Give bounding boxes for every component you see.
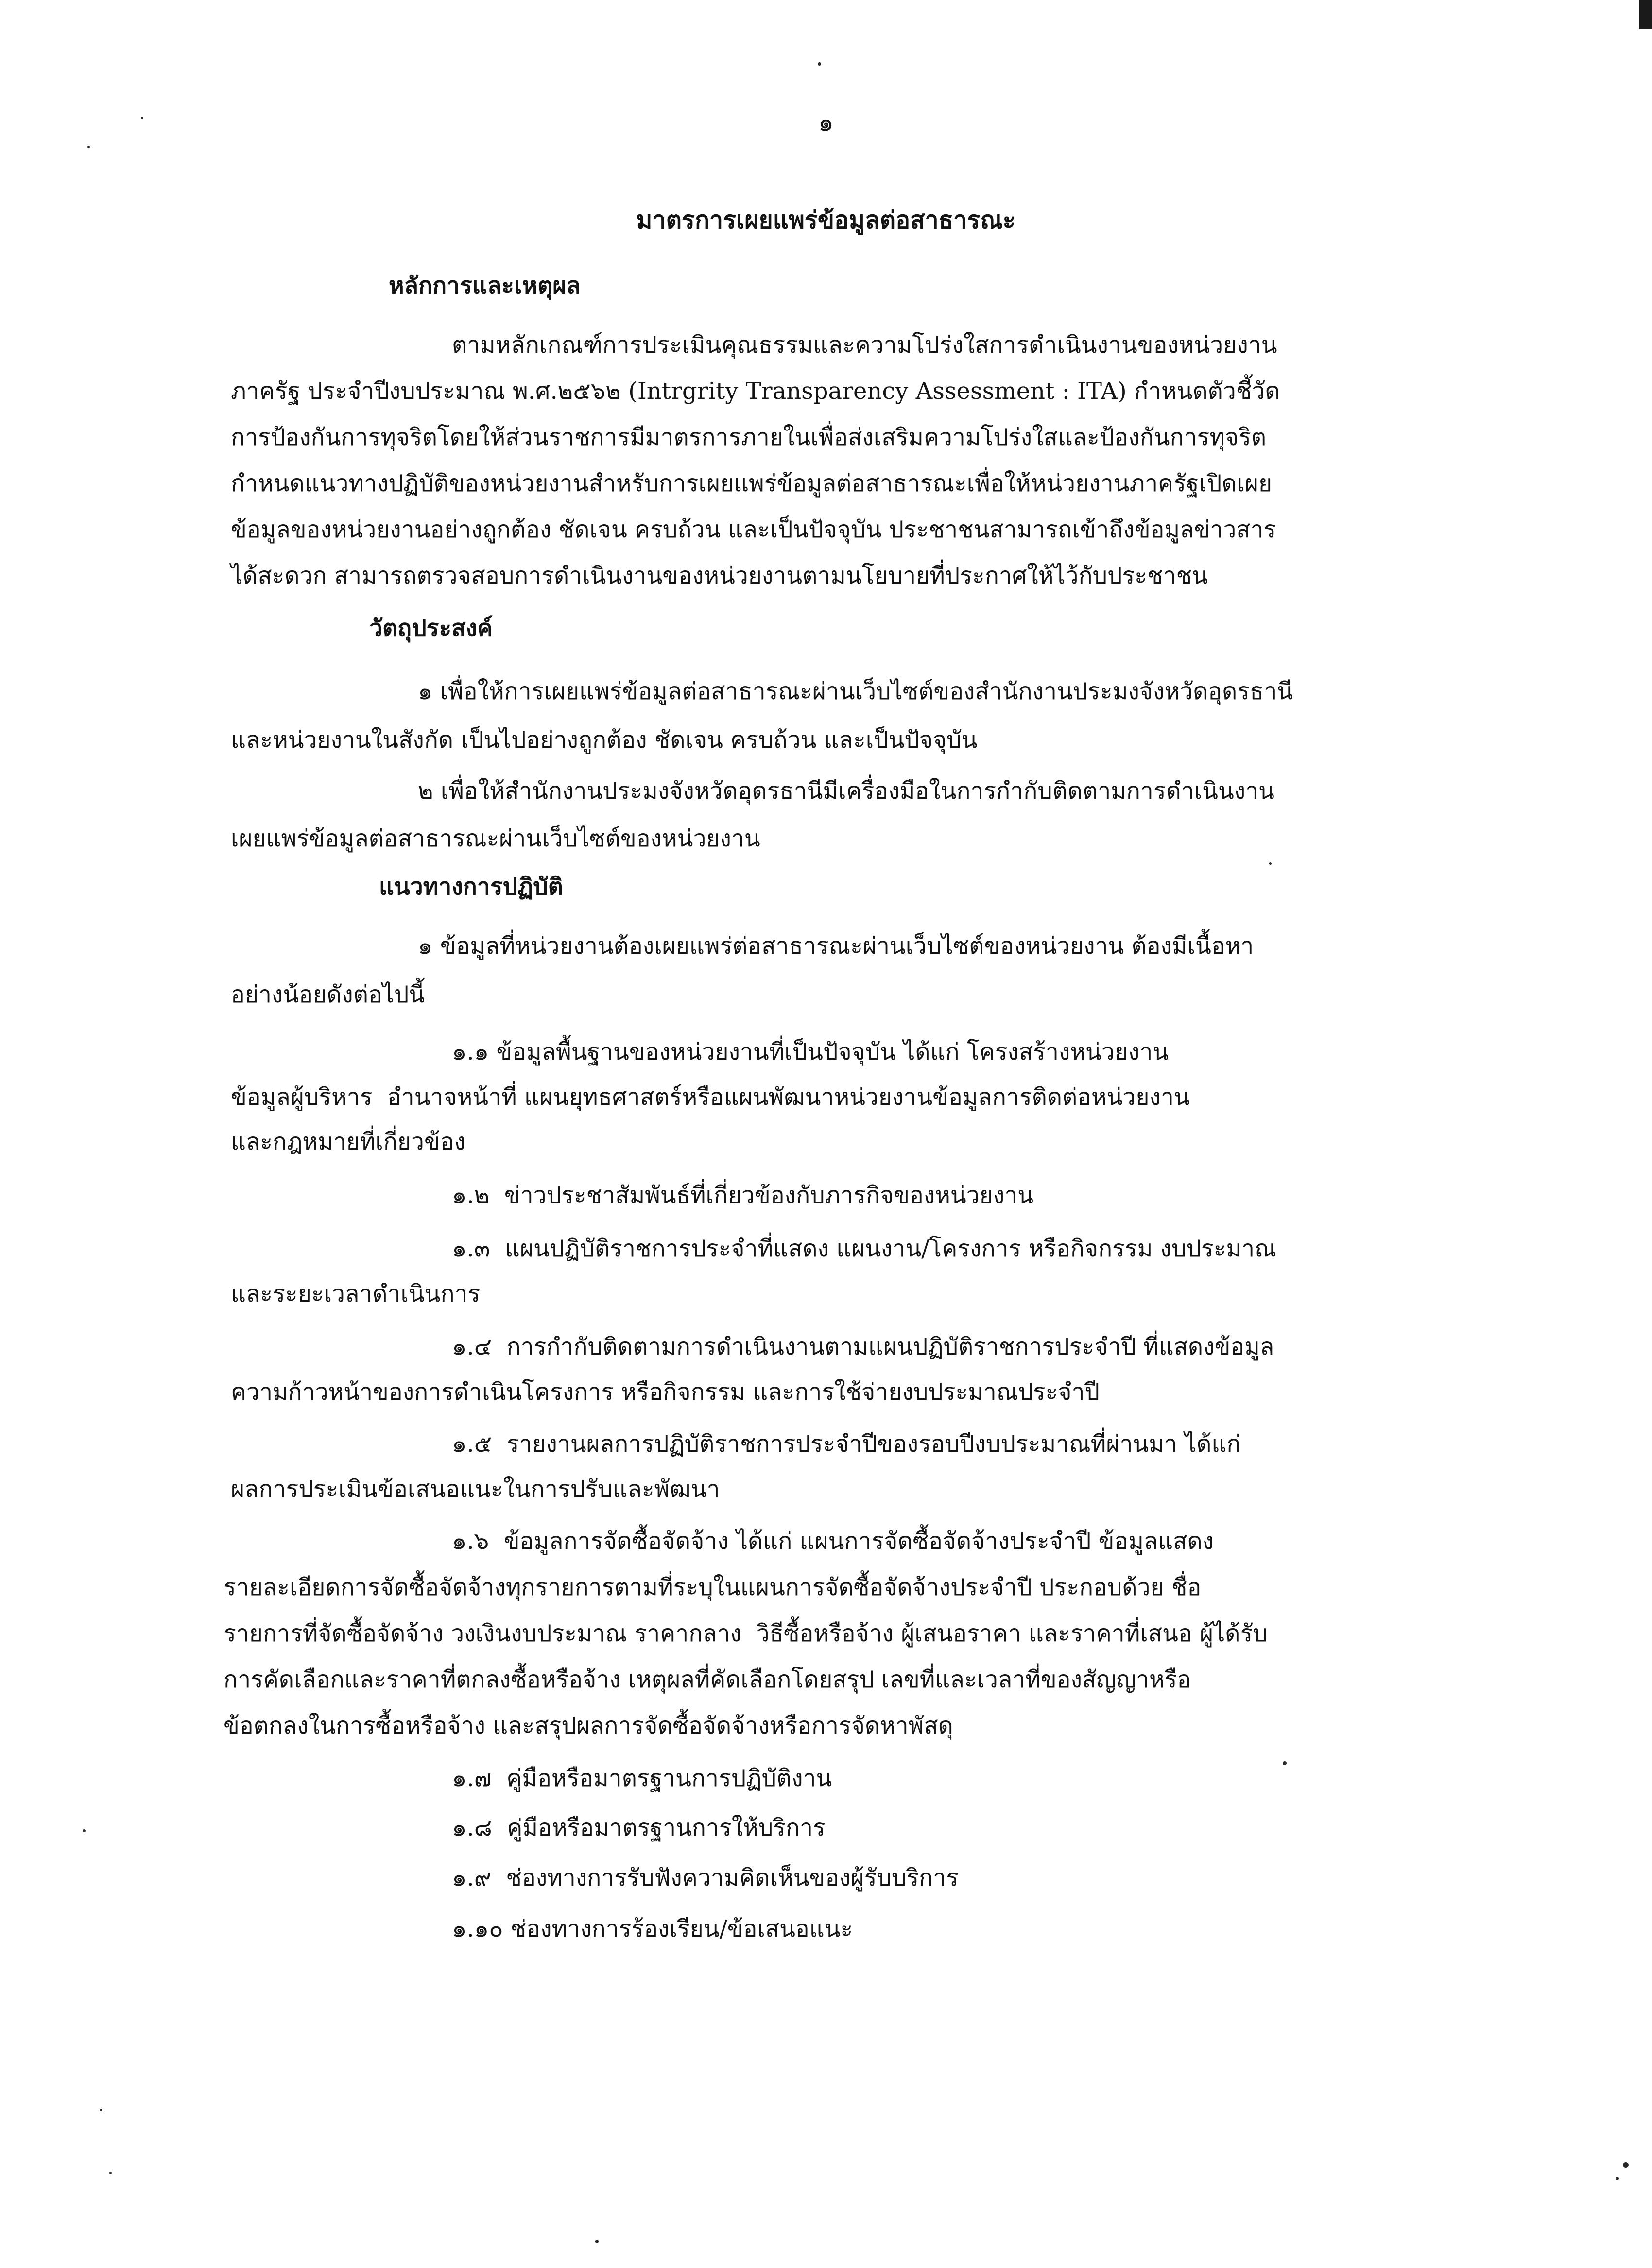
- scan-speck: [1623, 2162, 1629, 2168]
- scan-speck: [109, 2172, 112, 2174]
- paragraph-line: ๑.๑ ข้อมูลพื้นฐานของหน่วยงานที่เป็นปัจจุบัน ได้แก่ โครงสร้างหน่วยงาน: [452, 1038, 1169, 1065]
- paragraph-line: ๑.๕ รายงานผลการปฏิบัติราชการประจำปีของรอบปีงบประมาณที่ผ่านมา ได้แก่: [452, 1430, 1241, 1458]
- paragraph-line: และกฎหมายที่เกี่ยวข้อง: [231, 1128, 466, 1155]
- paragraph-line: รายการที่จัดซื้อจัดจ้าง วงเงินงบประมาณ ราคากลาง วิธีซื้อหรือจ้าง ผู้เสนอราคา และราคาที่เสนอ ผู้ได้รับ: [224, 1620, 1268, 1647]
- paragraph-line: และหน่วยงานในสังกัด เป็นไปอย่างถูกต้อง ชัดเจน ครบถ้วน และเป็นปัจจุบัน: [231, 726, 978, 754]
- scan-speck: [141, 117, 143, 119]
- scan-speck: [1269, 862, 1272, 865]
- paragraph-line: ๑.๓ แผนปฏิบัติราชการประจำที่แสดง แผนงาน/โครงการ หรือกิจกรรม งบประมาณ: [452, 1235, 1276, 1262]
- paragraph-line: รายละเอียดการจัดซื้อจัดจ้างทุกรายการตามที่ระบุในแผนการจัดซื้อจัดจ้างประจำปี ประกอบด้วย ชื่อ: [224, 1574, 1202, 1601]
- paragraph-line: ข้อมูลของหน่วยงานอย่างถูกต้อง ชัดเจน ครบถ้วน และเป็นปัจจุบัน ประชาชนสามารถเข้าถึงข้อมูลข่าวสาร: [231, 516, 1276, 543]
- section-heading-principle: หลักการและเหตุผล: [389, 272, 581, 299]
- paragraph-line: ๑.๔ การกำกับติดตามการดำเนินงานตามแผนปฏิบัติราชการประจำปี ที่แสดงข้อมูล: [452, 1333, 1274, 1360]
- paragraph-line: ๑.๖ ข้อมูลการจัดซื้อจัดจ้าง ได้แก่ แผนการจัดซื้อจัดจ้างประจำปี ข้อมูลแสดง: [452, 1528, 1214, 1555]
- document-title: มาตรการเผยแพร่ข้อมูลต่อสาธารณะ: [636, 206, 1016, 234]
- paragraph-line: ภาครัฐ ประจำปีงบประมาณ พ.ศ.๒๕๖๒ (Intrgrity Transparency Assessment : ITA) กำหนดตัวชี้วัด: [231, 378, 1280, 405]
- scan-speck: [1283, 1761, 1287, 1765]
- paragraph-line: การคัดเลือกและราคาที่ตกลงซื้อหรือจ้าง เหตุผลที่คัดเลือกโดยสรุป เลขที่และเวลาที่ของสัญญาหรือ: [224, 1666, 1191, 1693]
- scan-speck: [100, 2109, 102, 2111]
- paragraph-line: ตามหลักเกณฑ์การประเมินคุณธรรมและความโปร่งใสการดำเนินงานของหน่วยงาน: [452, 331, 1277, 359]
- scan-speck: [87, 146, 90, 148]
- paragraph-line: ๑.๘ คู่มือหรือมาตรฐานการให้บริการ: [452, 1814, 826, 1841]
- paragraph-line: เผยแพร่ข้อมูลต่อสาธารณะผ่านเว็บไซต์ของหน่วยงาน: [231, 825, 760, 852]
- paragraph-line: อย่างน้อยดังต่อไปนี้: [231, 981, 425, 1008]
- scan-speck: [595, 2240, 599, 2243]
- paragraph-line: และระยะเวลาดำเนินการ: [231, 1280, 481, 1307]
- scan-speck: [83, 1829, 86, 1832]
- paragraph-line: ข้อตกลงในการซื้อหรือจ้าง และสรุปผลการจัดซื้อจัดจ้างหรือการจัดหาพัสดุ: [224, 1712, 953, 1739]
- paragraph-line: ๑.๙ ช่องทางการรับฟังความคิดเห็นของผู้รับบริการ: [452, 1864, 959, 1891]
- scan-speck: [1616, 2177, 1619, 2180]
- paragraph-line: ๑ เพื่อให้การเผยแพร่ข้อมูลต่อสาธารณะผ่านเว็บไซต์ของสำนักงานประมงจังหวัดอุดรธานี: [418, 678, 1293, 705]
- paragraph-line: ๑ ข้อมูลที่หน่วยงานต้องเผยแพร่ต่อสาธารณะผ่านเว็บไซต์ของหน่วยงาน ต้องมีเนื้อหา: [418, 932, 1254, 960]
- paragraph-line: ผลการประเมินข้อเสนอแนะในการปรับและพัฒนา: [231, 1476, 720, 1503]
- section-heading-guideline: แนวทางการปฏิบัติ: [379, 873, 563, 900]
- paragraph-line: ๑.๒ ข่าวประชาสัมพันธ์ที่เกี่ยวข้องกับภารกิจของหน่วยงาน: [452, 1182, 1034, 1209]
- paragraph-line: การป้องกันการทุจริตโดยให้ส่วนราชการมีมาตรการภายในเพื่อส่งเสริมความโปร่งใสและป้องกันการทุจริต: [231, 424, 1267, 451]
- paragraph-line: กำหนดแนวทางปฏิบัติของหน่วยงานสำหรับการเผยแพร่ข้อมูลต่อสาธารณะเพื่อให้หน่วยงานภาครัฐเปิดเผย: [231, 470, 1273, 497]
- section-heading-objective: วัตถุประสงค์: [369, 615, 493, 642]
- page-number: ๑: [818, 108, 834, 137]
- paragraph-line: ๑.๗ คู่มือหรือมาตรฐานการปฏิบัติงาน: [452, 1765, 832, 1792]
- paragraph-line: ความก้าวหน้าของการดำเนินโครงการ หรือกิจกรรม และการใช้จ่ายงบประมาณประจำปี: [231, 1378, 1100, 1406]
- scan-speck: [818, 62, 821, 66]
- scan-edge-mark: [1639, 0, 1652, 29]
- paragraph-line: ๒ เพื่อให้สำนักงานประมงจังหวัดอุดรธานีมีเครื่องมือในการกำกับติดตามการดำเนินงาน: [418, 777, 1274, 805]
- paragraph-line: ๑.๑๐ ช่องทางการร้องเรียน/ข้อเสนอแนะ: [452, 1915, 853, 1942]
- paragraph-line: ข้อมูลผู้บริหาร อำนาจหน้าที่ แผนยุทธศาสตร์หรือแผนพัฒนาหน่วยงานข้อมูลการติดต่อหน่วยงาน: [231, 1083, 1190, 1111]
- paragraph-line: ได้สะดวก สามารถตรวจสอบการดำเนินงานของหน่วยงานตามนโยบายที่ประกาศให้ไว้กับประชาชน: [231, 562, 1208, 589]
